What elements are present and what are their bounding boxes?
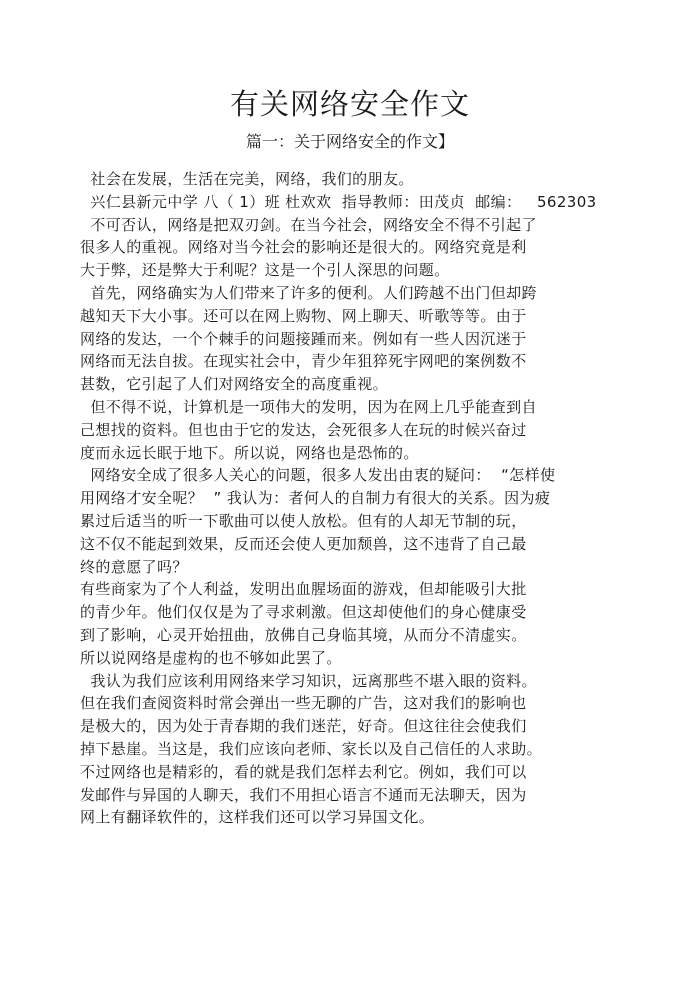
essay-line: 大于弊，还是弊大于利呢？这是一个引人深思的问题。 xyxy=(80,261,450,280)
essay-line: 到了影响，心灵开始扭曲，放佛自己身临其境，从而分不清虚实。 xyxy=(80,625,527,644)
essay-line: 掉下悬崖。当这是，我们应该向老师、家长以及自己信任的人求助。 xyxy=(80,739,543,758)
page-subtitle: 篇一：关于网络安全的作文】 xyxy=(245,132,454,151)
page-title: 有关网络安全作文 xyxy=(229,87,470,121)
essay-line: 所以说网络是虚构的也不够如此罢了。 xyxy=(80,648,342,667)
essay-line: 我认为我们应该利用网络来学习知识，远离那些不堪入眼的资料。 xyxy=(80,671,537,690)
essay-line: 很多人的重视。网络对当今社会的影响还是很大的。网络究竟是利 xyxy=(80,238,527,257)
essay-line: 社会在发展，生活在完美，网络，我们的朋友。 xyxy=(80,170,414,188)
essay-line: 己想找的资料。但也由于它的发达，会死很多人在玩的时候兴奋过 xyxy=(80,420,527,439)
essay-line: 不过网络也是精彩的，看的就是我们怎样去利它。例如，我们可以 xyxy=(80,762,527,781)
essay-line: 终的意愿了吗？ xyxy=(80,557,188,576)
essay-line: 首先，网络确实为人们带来了许多的便利。人们跨越不出门但却跨 xyxy=(80,283,537,302)
essay-line: 用网络才安全呢？ ” 我认为：者何人的自制力有很大的关系。因为疲 xyxy=(80,489,551,508)
essay-line: 但在我们查阅资料时常会弹出一些无聊的广告，这对我们的影响也 xyxy=(80,694,527,713)
essay-line: 不可否认，网络是把双刃剑。在当今社会，网络安全不得不引起了 xyxy=(80,215,537,234)
essay-line: 这不仅不能起到效果，反而还会使人更加颓兽，这不违背了自己最 xyxy=(80,534,527,553)
essay-line: 越知天下大小事。还可以在网上购物、网上聊天、听歌等等。由于 xyxy=(80,306,527,325)
essay-line: 网络而无法自拔。在现实社会中，青少年狙猝死宇网吧的案例数不 xyxy=(80,352,527,371)
essay-line: 度而永远长眠于地下。所以说，网络也是恐怖的。 xyxy=(80,443,419,462)
essay-line: 网络的发达，一个个棘手的问题接踵而来。例如有一些人因沉迷于 xyxy=(80,329,527,348)
essay-body xyxy=(80,168,620,829)
essay-line: 是极大的，因为处于青春期的我们迷茫，好奇。但这往往会使我们 xyxy=(80,717,527,736)
essay-line: 兴仁县新元中学 八（ 1）班 杜欢欢 指导教师：田茂贞 邮编： 562303 xyxy=(80,192,597,211)
essay-line: 累过后适当的听一下歌曲可以使人放松。但有的人却无节制的玩， xyxy=(80,511,527,530)
essay-line: 的青少年。他们仅仅是为了寻求刺激。但这却使他们的身心健康受 xyxy=(80,603,527,622)
essay-line: 有些商家为了个人利益，发明出血腥场面的游戏，但却能吸引大批 xyxy=(80,580,527,599)
essay-line: 但不得不说，计算机是一项伟大的发明，因为在网上几乎能查到自 xyxy=(80,397,537,416)
essay-line: 甚数，它引起了人们对网络安全的高度重视。 xyxy=(80,375,389,394)
essay-line: 发邮件与异国的人聊天，我们不用担心语言不通而无法聊天，因为 xyxy=(80,785,527,804)
essay-line: 网络安全成了很多人关心的问题，很多人发出由衷的疑问： “怎样使 xyxy=(80,466,556,485)
essay-line: 网上有翻译软件的，这样我们还可以学习异国文化。 xyxy=(80,808,435,827)
